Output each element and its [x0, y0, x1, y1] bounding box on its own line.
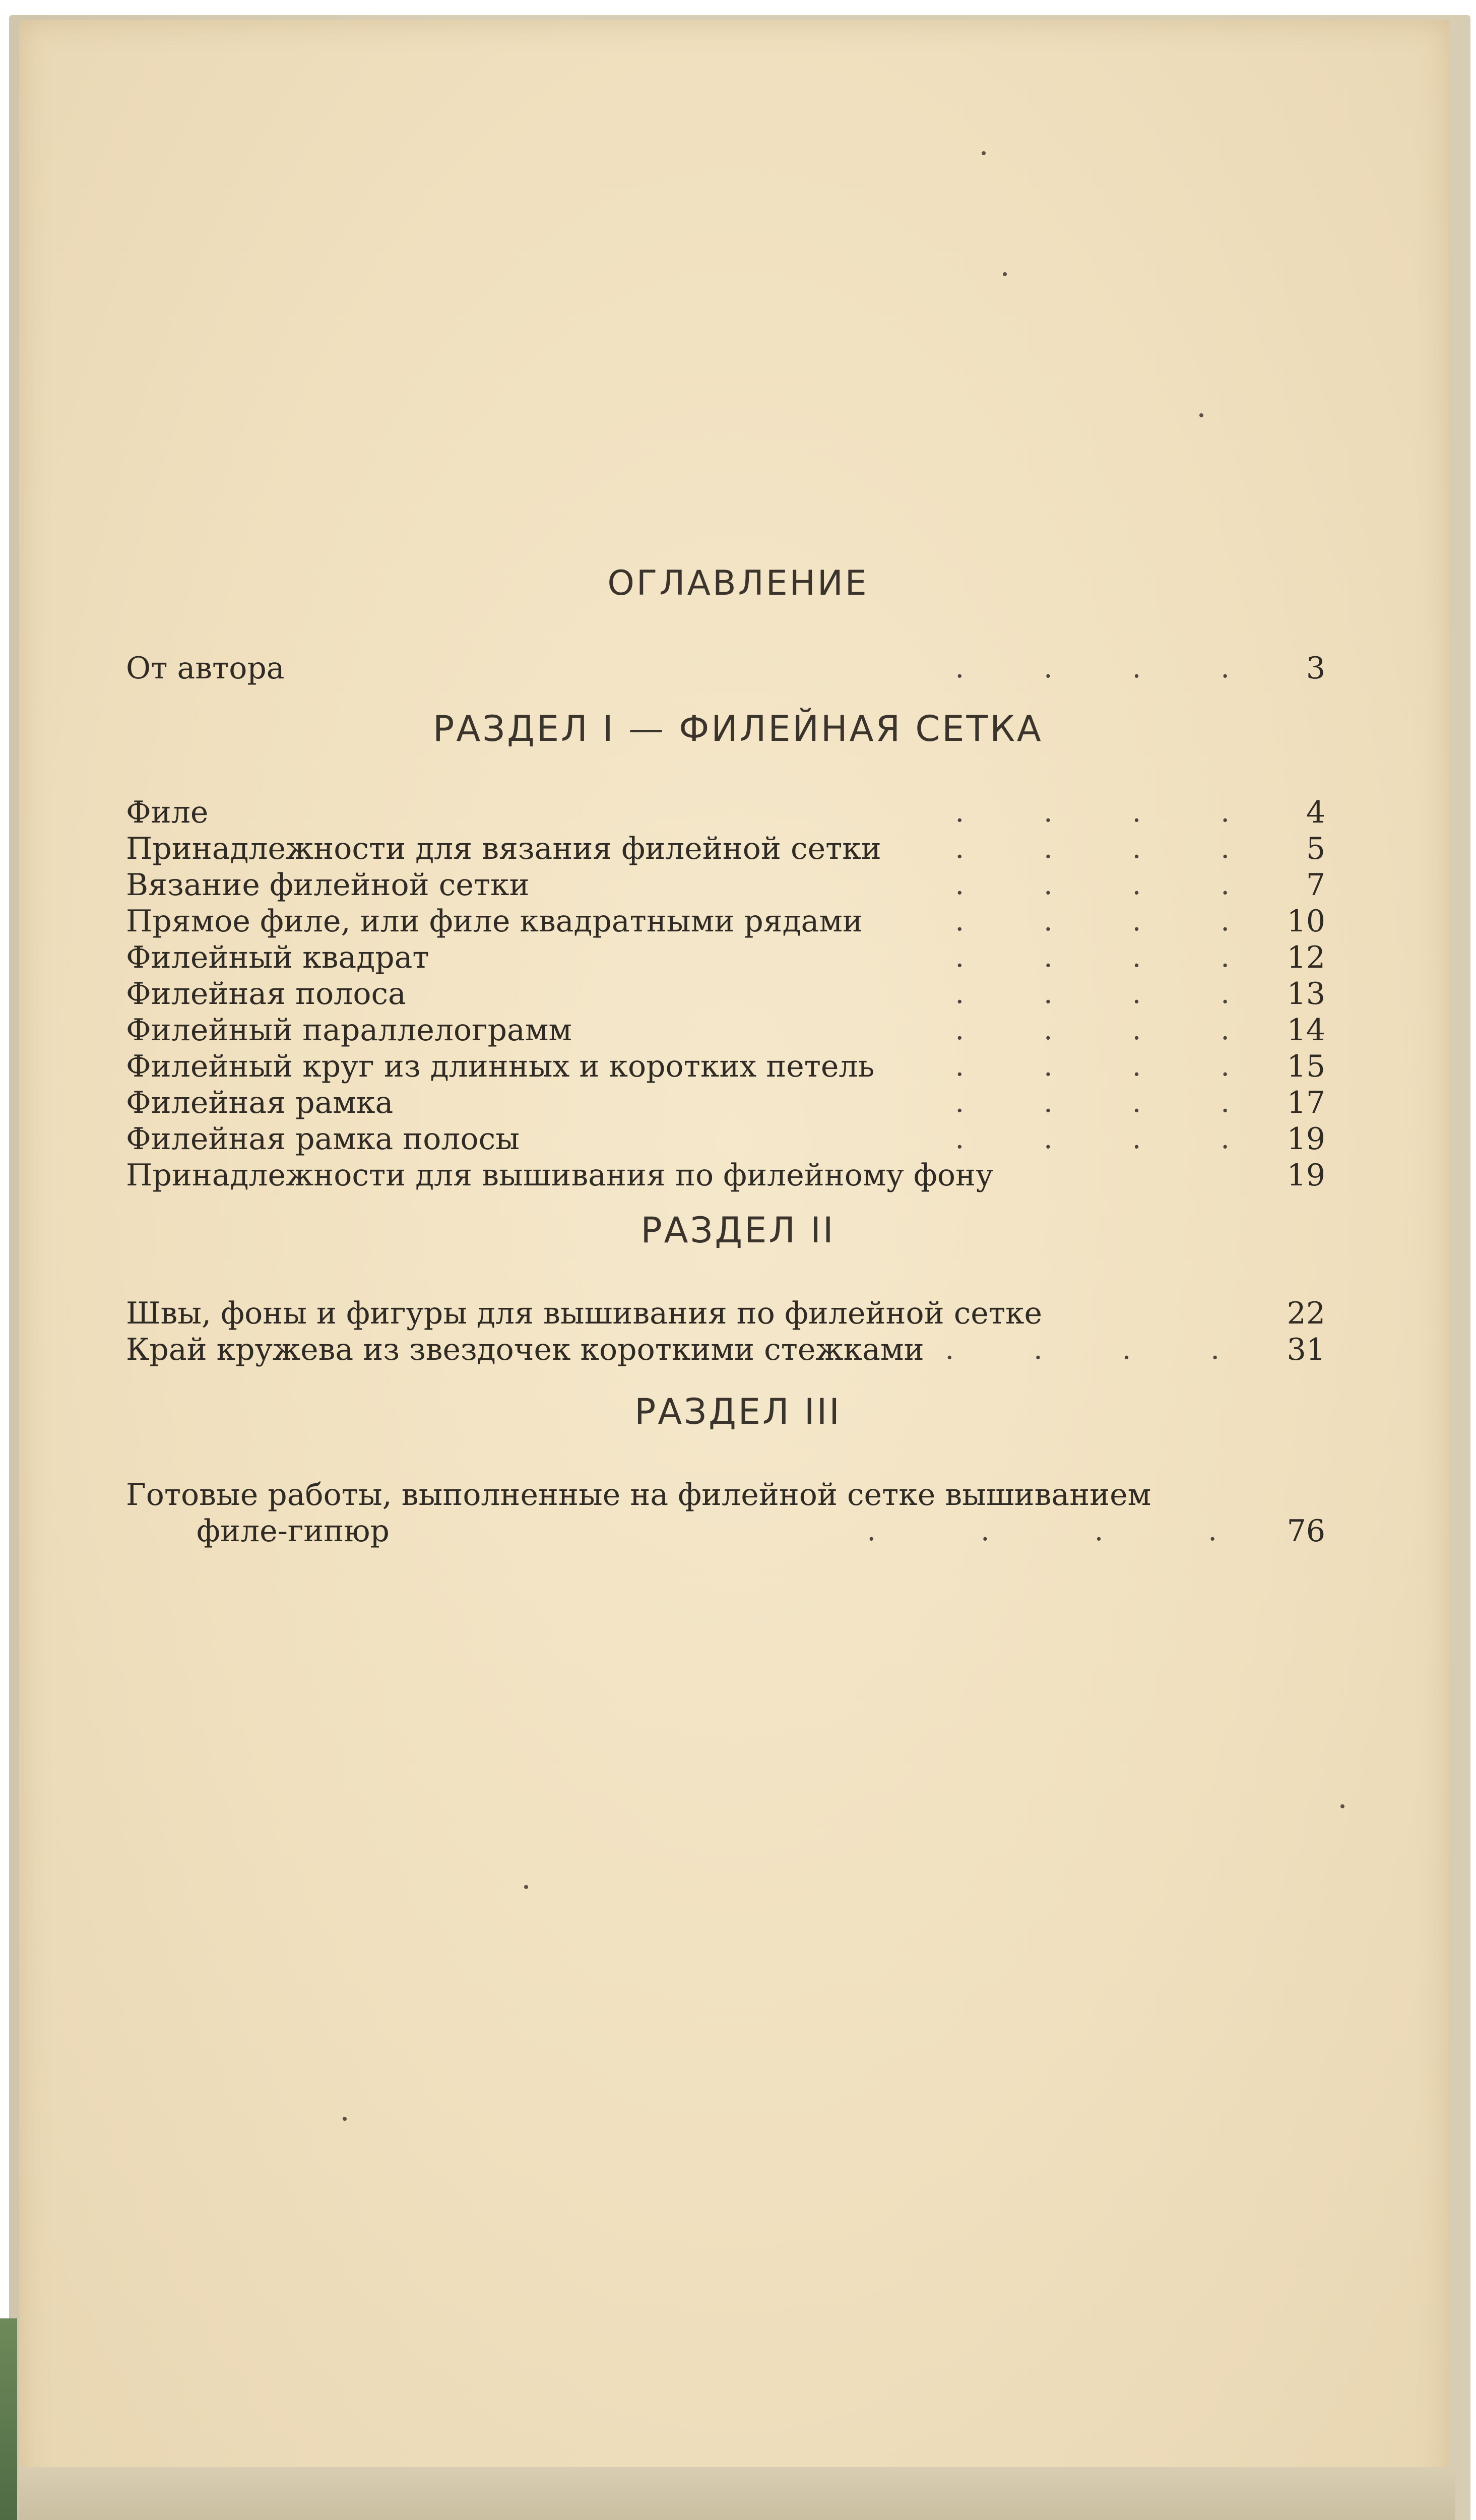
toc-entry-title: Филе: [126, 795, 209, 830]
toc-entry-title-continued: филе-гипюр: [197, 1514, 390, 1549]
toc-entry-intro: [126, 650, 1325, 686]
toc-entry: [126, 1121, 1325, 1157]
toc-entry-title: Прямое филе, или филе квадратными рядами: [126, 904, 863, 939]
toc-leader-dots: . . . .: [867, 1515, 1265, 1547]
toc-entry-line1: [126, 1477, 1325, 1513]
toc-title: ОГЛАВЛЕНИЕ: [607, 563, 869, 603]
toc-entry-page: 7: [1306, 867, 1325, 903]
toc-entry-title: Филейная рамка полосы: [126, 1121, 520, 1157]
toc-entry: [126, 1332, 1325, 1368]
toc-entry-page: 4: [1306, 795, 1325, 830]
toc-leader-dots: . . . .: [955, 796, 1265, 829]
toc-entry-title: Край кружева из звездочек короткими стежками: [126, 1332, 924, 1367]
toc-entry-title: Филейная рамка: [126, 1085, 394, 1120]
paper-speck: [343, 2117, 347, 2121]
toc-leader-dots: . . . .: [955, 977, 1265, 1010]
toc-entry-title: Принадлежности для вязания филейной сетки: [126, 831, 881, 866]
toc-leader-dots: . . . .: [955, 1050, 1265, 1083]
toc-leader-dots: . . . .: [955, 1122, 1265, 1155]
section-2-heading: РАЗДЕЛ II: [640, 1210, 836, 1251]
toc-leader-dots: . . . .: [955, 905, 1265, 937]
toc-entry-page: 12: [1287, 940, 1325, 975]
toc-entry: [126, 1085, 1325, 1121]
section-3-heading: РАЗДЕЛ III: [634, 1391, 842, 1432]
paper-speck: [982, 151, 986, 155]
toc-entry: [126, 903, 1325, 939]
toc-entry: [126, 976, 1325, 1012]
toc-entry-title: Филейная полоса: [126, 976, 406, 1012]
toc-entry: [126, 1012, 1325, 1048]
toc-entry: [126, 794, 1325, 831]
toc-leader-dots: . . . .: [955, 868, 1265, 901]
toc-leader-dots: . . . .: [945, 1333, 1255, 1366]
toc-leader-dots: . . . .: [955, 941, 1265, 974]
toc-entry-title: Швы, фоны и фигуры для вышивания по филейной сетке: [126, 1296, 1043, 1331]
toc-entry-page: 5: [1306, 831, 1325, 866]
section-1-heading: РАЗДЕЛ I — ФИЛЕЙНАЯ СЕТКА: [433, 708, 1043, 749]
toc-entry-page: 13: [1287, 976, 1325, 1012]
toc-entry-page: 22: [1287, 1296, 1325, 1331]
toc-entry-title: От автора: [126, 651, 285, 686]
paper-speck: [1199, 413, 1203, 417]
toc-entry-title: Вязание филейной сетки: [126, 867, 530, 903]
toc-entry-page: 19: [1287, 1121, 1325, 1157]
toc-entry-title: Филейный параллелограмм: [126, 1013, 572, 1048]
toc-leader-dots: . . . .: [955, 1014, 1265, 1046]
toc-entry-page: 17: [1287, 1085, 1325, 1120]
paper-speck: [1340, 1804, 1344, 1808]
toc-entry-title: Принадлежности для вышивания по филейному фону: [126, 1158, 994, 1193]
toc-entry-title: Филейный круг из длинных и коротких петель: [126, 1049, 875, 1084]
toc-entry-title: Готовые работы, выполненные на филейной сетке вышиванием: [126, 1477, 1151, 1513]
toc-entry: [126, 867, 1325, 903]
paper-speck: [1003, 272, 1007, 276]
toc-entry-page: 19: [1287, 1158, 1325, 1193]
toc-entry-page: 14: [1287, 1013, 1325, 1048]
toc-entry-page: 10: [1287, 904, 1325, 939]
toc-entry: [126, 1295, 1325, 1332]
toc-entry: [126, 1157, 1325, 1193]
toc-entry-page: 3: [1306, 651, 1325, 686]
paper-speck: [524, 1885, 528, 1889]
toc-leader-dots: . . . .: [955, 832, 1265, 865]
toc-entry-page: 76: [1287, 1514, 1325, 1549]
toc-entry-line2: [126, 1513, 1325, 1549]
toc-entry-page: 31: [1287, 1332, 1325, 1367]
toc-entry: [126, 1048, 1325, 1085]
toc-leader-dots: . . . .: [955, 1086, 1265, 1119]
toc-entry: [126, 939, 1325, 976]
toc-entry: [126, 831, 1325, 867]
toc-leader-dots: . . . .: [955, 652, 1265, 684]
toc-entry-page: 15: [1287, 1049, 1325, 1084]
toc-entry-title: Филейный квадрат: [126, 940, 429, 975]
